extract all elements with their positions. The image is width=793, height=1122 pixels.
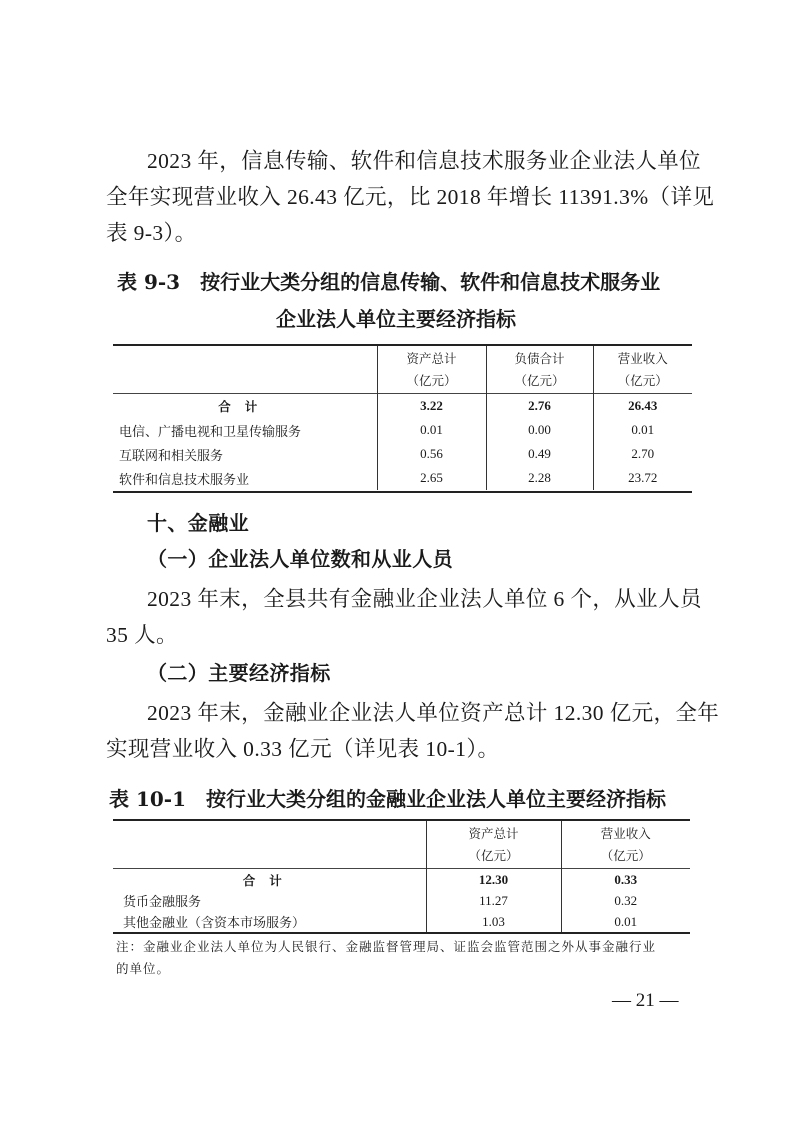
cell-liabilities: 0.00 <box>486 418 593 442</box>
table-10-1-title: 表 10-1 按行业大类分组的金融业企业法人单位主要经济指标 <box>109 787 667 811</box>
table-header-row <box>113 821 690 869</box>
header-assets: 资产总计 （亿元） <box>377 346 486 394</box>
table-row <box>113 442 692 466</box>
cell-assets: 0.56 <box>377 442 486 466</box>
table-9-3-title: 表 9-3 按行业大类分组的信息传输、软件和信息技术服务业 <box>117 270 661 294</box>
cell-revenue: 2.70 <box>593 442 692 466</box>
row-label: 合计 <box>218 399 272 414</box>
cell-assets: 2.65 <box>377 466 486 490</box>
table-row <box>113 418 692 442</box>
header-assets: 资产总计 （亿元） <box>426 821 561 869</box>
row-label: 互联网和相关服务 <box>119 447 224 463</box>
cell-revenue: 0.01 <box>593 418 692 442</box>
paragraph-line: 2023 年末，金融业企业法人单位资产总计 12.30 亿元，全年 <box>147 701 720 725</box>
cell-assets: 1.03 <box>426 911 561 932</box>
cell-revenue: 23.72 <box>593 466 692 490</box>
table-9-3 <box>113 346 692 490</box>
subsection-heading: （一）企业法人单位数和从业人员 <box>147 547 453 571</box>
table-bottom-rule <box>113 491 692 493</box>
table-9-3-title-line2: 企业法人单位主要经济指标 <box>276 307 516 331</box>
table-row <box>113 466 692 490</box>
row-label: 其他金融业（含资本市场服务） <box>123 915 306 930</box>
row-label: 合计 <box>242 872 296 888</box>
paragraph-line: 表 9-3）。 <box>106 221 197 245</box>
paragraph-line: 实现营业收入 0.33 亿元（详见表 10-1）。 <box>106 737 500 761</box>
row-label: 货币金融服务 <box>123 894 202 909</box>
table-row-total <box>113 869 690 891</box>
cell-assets: 3.22 <box>377 394 486 419</box>
section-heading: 十、金融业 <box>147 511 249 535</box>
table-note: 注：金融业企业法人单位为人民银行、金融监督管理局、证监会监管范围之外从事金融行业 <box>116 940 657 954</box>
paragraph-line: 35 人。 <box>106 623 178 647</box>
table-10-1 <box>113 821 690 932</box>
table-bottom-rule <box>113 932 690 934</box>
paragraph-line: 2023 年，信息传输、软件和信息技术服务业企业法人单位 <box>147 149 702 173</box>
cell-liabilities: 2.76 <box>486 394 593 419</box>
table-row <box>113 911 690 932</box>
cell-revenue: 26.43 <box>593 394 692 419</box>
table-header-row <box>113 346 692 394</box>
table-row <box>113 890 690 911</box>
header-blank <box>113 821 426 869</box>
subsection-heading: （二）主要经济指标 <box>147 661 331 685</box>
page-number: — 21 — <box>612 990 679 1011</box>
row-label: 电信、广播电视和卫星传输服务 <box>119 423 302 439</box>
row-label: 软件和信息技术服务业 <box>119 471 250 487</box>
table-note-line2: 的单位。 <box>116 962 171 976</box>
cell-assets: 11.27 <box>426 890 561 911</box>
cell-assets: 12.30 <box>426 869 561 891</box>
paragraph-line: 全年实现营业收入 26.43 亿元，比 2018 年增长 11391.3%（详见 <box>106 185 715 209</box>
cell-assets: 0.01 <box>377 418 486 442</box>
cell-liabilities: 0.49 <box>486 442 593 466</box>
header-liabilities: 负债合计 （亿元） <box>486 346 593 394</box>
cell-revenue: 0.01 <box>561 911 690 932</box>
header-revenue: 营业收入 （亿元） <box>593 346 692 394</box>
paragraph-line: 2023 年末，全县共有金融业企业法人单位 6 个，从业人员 <box>147 587 702 611</box>
cell-revenue: 0.33 <box>561 869 690 891</box>
cell-revenue: 0.32 <box>561 890 690 911</box>
table-row-total <box>113 394 692 419</box>
cell-liabilities: 2.28 <box>486 466 593 490</box>
header-blank <box>113 346 377 394</box>
header-revenue: 营业收入 （亿元） <box>561 821 690 869</box>
